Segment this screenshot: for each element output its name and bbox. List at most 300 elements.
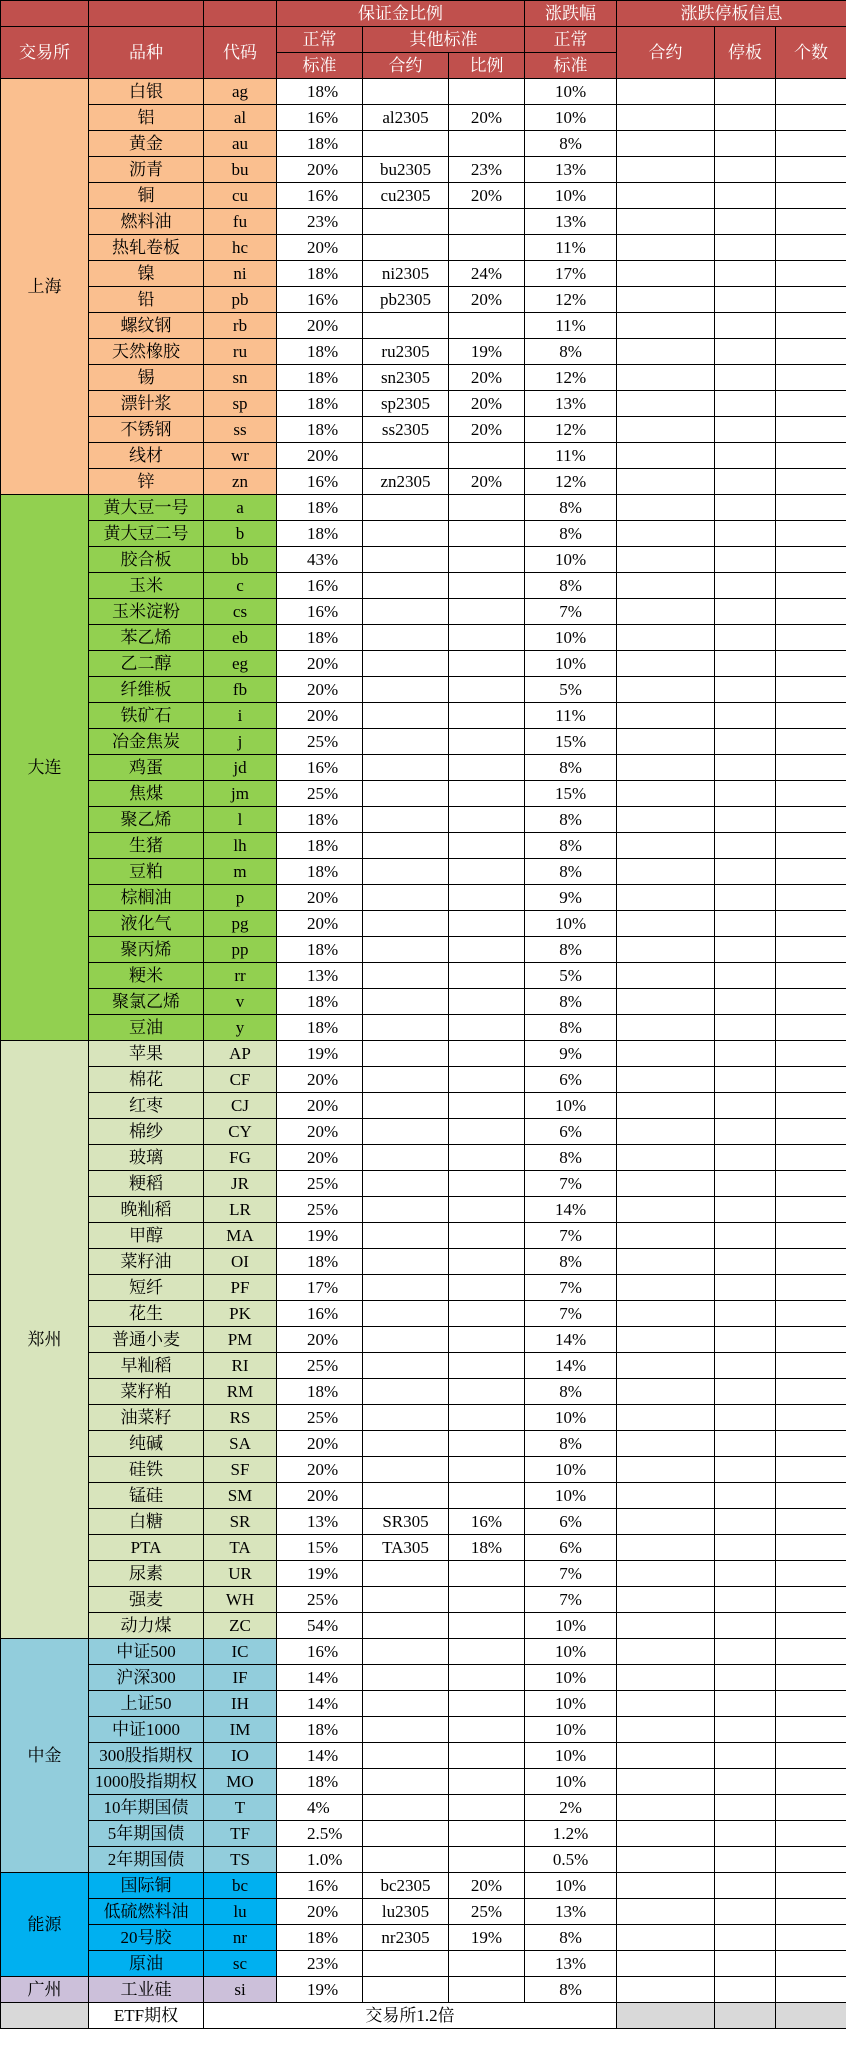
other-ratio-cell bbox=[449, 209, 525, 235]
stop-contract-cell bbox=[617, 1301, 715, 1327]
count-cell bbox=[776, 417, 846, 443]
stop-board-cell bbox=[715, 183, 776, 209]
other-contract-cell bbox=[363, 521, 449, 547]
other-contract-cell: SR305 bbox=[363, 1509, 449, 1535]
product-cell: 沪深300 bbox=[89, 1665, 204, 1691]
other-ratio-cell bbox=[449, 1977, 525, 2003]
margin-cell: 18% bbox=[277, 807, 363, 833]
stop-contract-cell bbox=[617, 1951, 715, 1977]
code-cell: TF bbox=[204, 1821, 277, 1847]
other-contract-cell bbox=[363, 131, 449, 157]
other-ratio-cell bbox=[449, 573, 525, 599]
count-cell bbox=[776, 677, 846, 703]
product-cell: 动力煤 bbox=[89, 1613, 204, 1639]
stop-board-cell bbox=[715, 443, 776, 469]
count-cell bbox=[776, 1717, 846, 1743]
stop-contract-cell bbox=[617, 1483, 715, 1509]
stop-board-cell bbox=[715, 1951, 776, 1977]
margin-cell: 16% bbox=[277, 1301, 363, 1327]
table-row bbox=[1, 989, 846, 1015]
stop-board-cell bbox=[715, 1717, 776, 1743]
other-ratio-cell: 20% bbox=[449, 417, 525, 443]
header-stop-board: 停板 bbox=[715, 27, 776, 79]
other-ratio-cell bbox=[449, 1717, 525, 1743]
other-contract-cell bbox=[363, 1223, 449, 1249]
count-cell bbox=[776, 599, 846, 625]
product-cell: 工业硅 bbox=[89, 1977, 204, 2003]
limit-cell: 10% bbox=[525, 1873, 617, 1899]
count-cell bbox=[776, 1691, 846, 1717]
count-cell bbox=[776, 1327, 846, 1353]
code-cell: pb bbox=[204, 287, 277, 313]
other-contract-cell bbox=[363, 1639, 449, 1665]
other-ratio-cell: 20% bbox=[449, 105, 525, 131]
limit-cell: 13% bbox=[525, 1951, 617, 1977]
code-cell: cs bbox=[204, 599, 277, 625]
product-cell: 苹果 bbox=[89, 1041, 204, 1067]
stop-board-cell bbox=[715, 1821, 776, 1847]
product-cell: PTA bbox=[89, 1535, 204, 1561]
stop-board-cell bbox=[715, 859, 776, 885]
count-cell bbox=[776, 1379, 846, 1405]
stop-contract-cell bbox=[617, 1873, 715, 1899]
limit-cell: 8% bbox=[525, 131, 617, 157]
table-row bbox=[1, 183, 846, 209]
table-row bbox=[1, 287, 846, 313]
count-cell bbox=[776, 1587, 846, 1613]
limit-cell: 5% bbox=[525, 963, 617, 989]
limit-cell: 10% bbox=[525, 1665, 617, 1691]
product-cell: 20号胶 bbox=[89, 1925, 204, 1951]
stop-board-cell bbox=[715, 1899, 776, 1925]
other-contract-cell: ni2305 bbox=[363, 261, 449, 287]
code-cell: eb bbox=[204, 625, 277, 651]
stop-board-cell bbox=[715, 1197, 776, 1223]
limit-cell: 8% bbox=[525, 495, 617, 521]
other-contract-cell bbox=[363, 495, 449, 521]
other-contract-cell bbox=[363, 1405, 449, 1431]
stop-contract-cell bbox=[617, 573, 715, 599]
stop-contract-cell bbox=[617, 1847, 715, 1873]
other-ratio-cell bbox=[449, 1145, 525, 1171]
table-row bbox=[1, 599, 846, 625]
header-code: 代码 bbox=[204, 27, 277, 79]
table-row bbox=[1, 417, 846, 443]
stop-board-cell bbox=[715, 1977, 776, 2003]
code-cell: CJ bbox=[204, 1093, 277, 1119]
code-cell: l bbox=[204, 807, 277, 833]
other-contract-cell bbox=[363, 1041, 449, 1067]
table-row bbox=[1, 1535, 846, 1561]
other-ratio-cell bbox=[449, 1119, 525, 1145]
count-cell bbox=[776, 1145, 846, 1171]
limit-cell: 8% bbox=[525, 859, 617, 885]
stop-contract-cell bbox=[617, 131, 715, 157]
other-contract-cell bbox=[363, 313, 449, 339]
limit-cell: 12% bbox=[525, 469, 617, 495]
count-cell bbox=[776, 1925, 846, 1951]
other-ratio-cell bbox=[449, 1951, 525, 1977]
code-cell: pp bbox=[204, 937, 277, 963]
product-cell: 黄金 bbox=[89, 131, 204, 157]
product-cell: 黄大豆二号 bbox=[89, 521, 204, 547]
other-ratio-cell: 24% bbox=[449, 261, 525, 287]
margin-cell: 13% bbox=[277, 1509, 363, 1535]
other-contract-cell bbox=[363, 1743, 449, 1769]
code-cell: jd bbox=[204, 755, 277, 781]
other-contract-cell bbox=[363, 1717, 449, 1743]
margin-cell: 18% bbox=[277, 1769, 363, 1795]
product-cell: 10年期国债 bbox=[89, 1795, 204, 1821]
code-cell: y bbox=[204, 1015, 277, 1041]
other-contract-cell: zn2305 bbox=[363, 469, 449, 495]
limit-cell: 8% bbox=[525, 807, 617, 833]
stop-contract-cell bbox=[617, 235, 715, 261]
limit-cell: 8% bbox=[525, 521, 617, 547]
code-cell: b bbox=[204, 521, 277, 547]
table-row bbox=[1, 677, 846, 703]
other-ratio-cell bbox=[449, 1353, 525, 1379]
stop-board-cell bbox=[715, 1119, 776, 1145]
margin-cell: 18% bbox=[277, 1717, 363, 1743]
other-contract-cell bbox=[363, 573, 449, 599]
code-cell: RS bbox=[204, 1405, 277, 1431]
other-contract-cell bbox=[363, 443, 449, 469]
stop-board-cell bbox=[715, 937, 776, 963]
limit-cell: 8% bbox=[525, 755, 617, 781]
count-cell bbox=[776, 1795, 846, 1821]
other-contract-cell bbox=[363, 963, 449, 989]
margin-cell: 25% bbox=[277, 1197, 363, 1223]
other-ratio-cell bbox=[449, 1457, 525, 1483]
stop-contract-cell bbox=[617, 1119, 715, 1145]
table-row bbox=[1, 911, 846, 937]
product-cell: 2年期国债 bbox=[89, 1847, 204, 1873]
stop-board-cell bbox=[715, 651, 776, 677]
stop-board-cell bbox=[715, 1873, 776, 1899]
margin-cell: 20% bbox=[277, 885, 363, 911]
stop-contract-cell bbox=[617, 1535, 715, 1561]
limit-cell: 13% bbox=[525, 209, 617, 235]
margin-cell: 18% bbox=[277, 1249, 363, 1275]
stop-contract-cell bbox=[617, 1379, 715, 1405]
count-cell bbox=[776, 131, 846, 157]
other-contract-cell bbox=[363, 833, 449, 859]
margin-cell: 18% bbox=[277, 339, 363, 365]
limit-cell: 0.5% bbox=[525, 1847, 617, 1873]
margin-cell: 20% bbox=[277, 313, 363, 339]
other-ratio-cell: 20% bbox=[449, 183, 525, 209]
other-ratio-cell: 20% bbox=[449, 287, 525, 313]
header-other-standard: 其他标准 bbox=[363, 27, 525, 53]
stop-board-cell bbox=[715, 807, 776, 833]
limit-cell: 13% bbox=[525, 157, 617, 183]
product-cell: 聚乙烯 bbox=[89, 807, 204, 833]
code-cell: al bbox=[204, 105, 277, 131]
stop-contract-cell bbox=[617, 105, 715, 131]
stop-board-cell bbox=[715, 1327, 776, 1353]
code-cell: eg bbox=[204, 651, 277, 677]
exchange-cell: 郑州 bbox=[1, 1041, 89, 1639]
code-cell: PF bbox=[204, 1275, 277, 1301]
header-ratio: 比例 bbox=[449, 53, 525, 79]
stop-contract-cell bbox=[617, 1431, 715, 1457]
stop-board-cell bbox=[715, 157, 776, 183]
stop-contract-cell bbox=[617, 781, 715, 807]
product-cell: 铜 bbox=[89, 183, 204, 209]
limit-cell: 9% bbox=[525, 885, 617, 911]
count-cell bbox=[776, 1015, 846, 1041]
product-cell: 甲醇 bbox=[89, 1223, 204, 1249]
product-cell: 棉花 bbox=[89, 1067, 204, 1093]
stop-board-cell bbox=[715, 1275, 776, 1301]
code-cell: bc bbox=[204, 1873, 277, 1899]
margin-cell: 16% bbox=[277, 573, 363, 599]
other-contract-cell bbox=[363, 781, 449, 807]
limit-cell: 13% bbox=[525, 391, 617, 417]
product-cell: 尿素 bbox=[89, 1561, 204, 1587]
stop-board-cell bbox=[715, 1249, 776, 1275]
other-ratio-cell bbox=[449, 833, 525, 859]
count-cell bbox=[776, 1743, 846, 1769]
margin-cell: 20% bbox=[277, 1327, 363, 1353]
stop-board-cell bbox=[715, 885, 776, 911]
other-contract-cell bbox=[363, 885, 449, 911]
product-cell: 纯碱 bbox=[89, 1431, 204, 1457]
stop-contract-cell bbox=[617, 183, 715, 209]
count-cell bbox=[776, 313, 846, 339]
other-contract-cell bbox=[363, 755, 449, 781]
code-cell: RI bbox=[204, 1353, 277, 1379]
other-ratio-cell: 20% bbox=[449, 365, 525, 391]
other-ratio-cell bbox=[449, 1587, 525, 1613]
product-cell: 聚氯乙烯 bbox=[89, 989, 204, 1015]
stop-contract-cell bbox=[617, 1197, 715, 1223]
other-contract-cell bbox=[363, 1665, 449, 1691]
margin-cell: 18% bbox=[277, 391, 363, 417]
table-row bbox=[1, 1379, 846, 1405]
other-contract-cell: TA305 bbox=[363, 1535, 449, 1561]
count-cell bbox=[776, 1197, 846, 1223]
code-cell: au bbox=[204, 131, 277, 157]
table-row bbox=[1, 885, 846, 911]
other-ratio-cell: 19% bbox=[449, 339, 525, 365]
other-contract-cell: ru2305 bbox=[363, 339, 449, 365]
count-cell bbox=[776, 1275, 846, 1301]
stop-board-cell bbox=[715, 1301, 776, 1327]
other-ratio-cell bbox=[449, 859, 525, 885]
code-cell: AP bbox=[204, 1041, 277, 1067]
product-cell: 强麦 bbox=[89, 1587, 204, 1613]
other-ratio-cell: 20% bbox=[449, 469, 525, 495]
margin-cell: 16% bbox=[277, 105, 363, 131]
code-cell: si bbox=[204, 1977, 277, 2003]
margin-cell: 20% bbox=[277, 1119, 363, 1145]
product-cell: 玻璃 bbox=[89, 1145, 204, 1171]
count-cell bbox=[776, 339, 846, 365]
footer-note: 交易所1.2倍 bbox=[204, 2003, 617, 2029]
product-cell: 普通小麦 bbox=[89, 1327, 204, 1353]
other-ratio-cell bbox=[449, 677, 525, 703]
stop-board-cell bbox=[715, 1665, 776, 1691]
other-ratio-cell bbox=[449, 599, 525, 625]
count-cell bbox=[776, 235, 846, 261]
stop-contract-cell bbox=[617, 677, 715, 703]
code-cell: p bbox=[204, 885, 277, 911]
product-cell: 短纤 bbox=[89, 1275, 204, 1301]
table-row bbox=[1, 1223, 846, 1249]
limit-cell: 11% bbox=[525, 235, 617, 261]
margin-cell: 25% bbox=[277, 1171, 363, 1197]
stop-board-cell bbox=[715, 1145, 776, 1171]
other-ratio-cell bbox=[449, 911, 525, 937]
other-ratio-cell bbox=[449, 235, 525, 261]
code-cell: cu bbox=[204, 183, 277, 209]
other-contract-cell bbox=[363, 547, 449, 573]
stop-board-cell bbox=[715, 989, 776, 1015]
count-cell bbox=[776, 495, 846, 521]
count-cell bbox=[776, 1249, 846, 1275]
stop-contract-cell bbox=[617, 1613, 715, 1639]
limit-cell: 10% bbox=[525, 547, 617, 573]
stop-contract-cell bbox=[617, 1743, 715, 1769]
code-cell: SF bbox=[204, 1457, 277, 1483]
count-cell bbox=[776, 1509, 846, 1535]
table-row bbox=[1, 1041, 846, 1067]
footer-blank bbox=[715, 2003, 776, 2029]
product-cell: 红枣 bbox=[89, 1093, 204, 1119]
table-row bbox=[1, 937, 846, 963]
other-contract-cell: ss2305 bbox=[363, 417, 449, 443]
margin-cell: 18% bbox=[277, 1925, 363, 1951]
count-cell bbox=[776, 703, 846, 729]
other-contract-cell bbox=[363, 1327, 449, 1353]
other-ratio-cell bbox=[449, 781, 525, 807]
margin-cell: 18% bbox=[277, 495, 363, 521]
count-cell bbox=[776, 1561, 846, 1587]
other-contract-cell: bc2305 bbox=[363, 1873, 449, 1899]
table-row bbox=[1, 157, 846, 183]
margin-cell: 18% bbox=[277, 859, 363, 885]
stop-contract-cell bbox=[617, 989, 715, 1015]
table-row bbox=[1, 1639, 846, 1665]
stop-contract-cell bbox=[617, 1587, 715, 1613]
code-cell: v bbox=[204, 989, 277, 1015]
code-cell: ss bbox=[204, 417, 277, 443]
count-cell bbox=[776, 1535, 846, 1561]
stop-contract-cell bbox=[617, 1769, 715, 1795]
margin-cell: 18% bbox=[277, 833, 363, 859]
stop-contract-cell bbox=[617, 833, 715, 859]
other-contract-cell bbox=[363, 1769, 449, 1795]
code-cell: sc bbox=[204, 1951, 277, 1977]
code-cell: c bbox=[204, 573, 277, 599]
code-cell: ag bbox=[204, 79, 277, 105]
margin-cell: 18% bbox=[277, 1379, 363, 1405]
table-row bbox=[1, 1977, 846, 2003]
count-cell bbox=[776, 781, 846, 807]
table-row bbox=[1, 1119, 846, 1145]
code-cell: i bbox=[204, 703, 277, 729]
count-cell bbox=[776, 1483, 846, 1509]
stop-contract-cell bbox=[617, 1093, 715, 1119]
stop-board-cell bbox=[715, 1015, 776, 1041]
stop-contract-cell bbox=[617, 547, 715, 573]
header-product: 品种 bbox=[89, 27, 204, 79]
limit-cell: 10% bbox=[525, 1769, 617, 1795]
header-exchange: 交易所 bbox=[1, 27, 89, 79]
product-cell: 胶合板 bbox=[89, 547, 204, 573]
limit-cell: 10% bbox=[525, 1639, 617, 1665]
limit-cell: 10% bbox=[525, 1405, 617, 1431]
margin-cell: 18% bbox=[277, 521, 363, 547]
margin-cell: 25% bbox=[277, 1587, 363, 1613]
stop-board-cell bbox=[715, 1587, 776, 1613]
other-ratio-cell bbox=[449, 651, 525, 677]
product-cell: 铅 bbox=[89, 287, 204, 313]
code-cell: SA bbox=[204, 1431, 277, 1457]
code-cell: LR bbox=[204, 1197, 277, 1223]
stop-board-cell bbox=[715, 1613, 776, 1639]
product-cell: 豆粕 bbox=[89, 859, 204, 885]
stop-board-cell bbox=[715, 1561, 776, 1587]
product-cell: 粳稻 bbox=[89, 1171, 204, 1197]
count-cell bbox=[776, 1977, 846, 2003]
count-cell bbox=[776, 1639, 846, 1665]
code-cell: UR bbox=[204, 1561, 277, 1587]
other-contract-cell bbox=[363, 651, 449, 677]
stop-board-cell bbox=[715, 1093, 776, 1119]
product-cell: 液化气 bbox=[89, 911, 204, 937]
footer-product: ETF期权 bbox=[89, 2003, 204, 2029]
stop-contract-cell bbox=[617, 1249, 715, 1275]
other-ratio-cell bbox=[449, 729, 525, 755]
count-cell bbox=[776, 755, 846, 781]
table-row bbox=[1, 313, 846, 339]
code-cell: bb bbox=[204, 547, 277, 573]
product-cell: 冶金焦炭 bbox=[89, 729, 204, 755]
table-row bbox=[1, 547, 846, 573]
header-row-2 bbox=[1, 27, 846, 53]
other-ratio-cell bbox=[449, 755, 525, 781]
product-cell: 铝 bbox=[89, 105, 204, 131]
limit-cell: 12% bbox=[525, 417, 617, 443]
limit-cell: 5% bbox=[525, 677, 617, 703]
table-row bbox=[1, 1067, 846, 1093]
stop-contract-cell bbox=[617, 1899, 715, 1925]
margin-cell: 18% bbox=[277, 1015, 363, 1041]
margin-cell: 25% bbox=[277, 1405, 363, 1431]
product-cell: 1000股指期权 bbox=[89, 1769, 204, 1795]
limit-cell: 7% bbox=[525, 599, 617, 625]
code-cell: JR bbox=[204, 1171, 277, 1197]
stop-contract-cell bbox=[617, 261, 715, 287]
table-row bbox=[1, 1301, 846, 1327]
stop-board-cell bbox=[715, 105, 776, 131]
other-ratio-cell bbox=[449, 495, 525, 521]
stop-contract-cell bbox=[617, 1457, 715, 1483]
exchange-cell: 中金 bbox=[1, 1639, 89, 1873]
other-contract-cell bbox=[363, 1587, 449, 1613]
count-cell bbox=[776, 625, 846, 651]
count-cell bbox=[776, 937, 846, 963]
margin-cell: 18% bbox=[277, 989, 363, 1015]
stop-board-cell bbox=[715, 235, 776, 261]
stop-board-cell bbox=[715, 1847, 776, 1873]
stop-contract-cell bbox=[617, 1717, 715, 1743]
code-cell: IM bbox=[204, 1717, 277, 1743]
margin-cell: 16% bbox=[277, 599, 363, 625]
